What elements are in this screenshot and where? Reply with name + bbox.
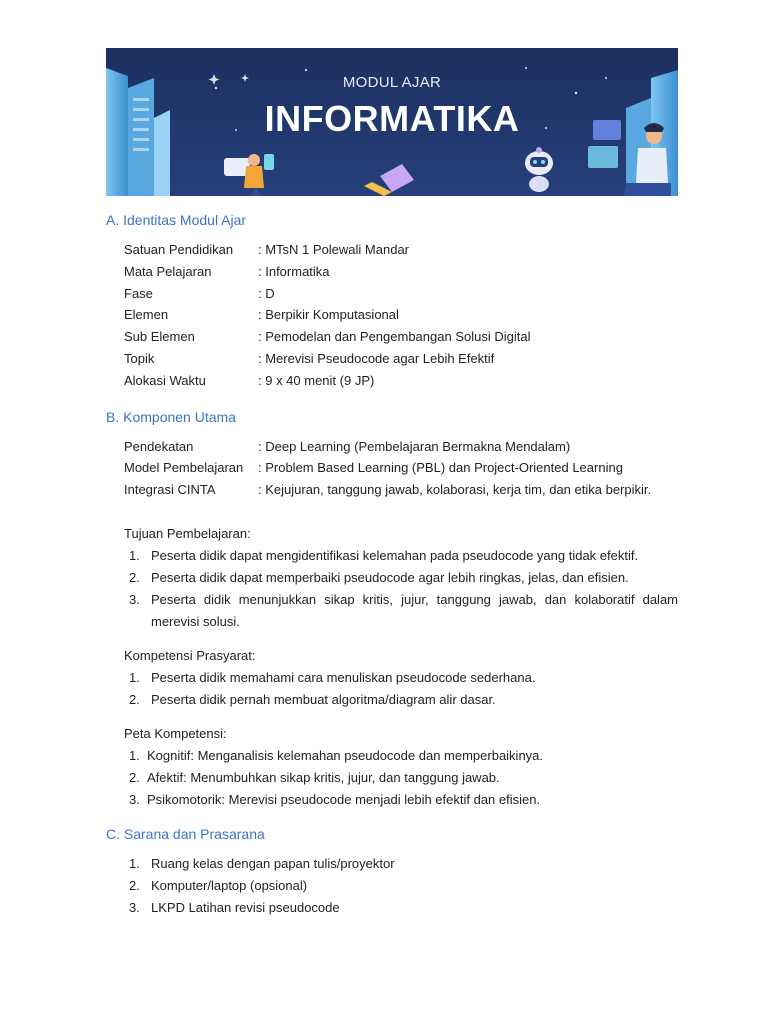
- item-number: 3.: [129, 791, 140, 807]
- identity-row: [124, 370, 678, 392]
- list-item: [124, 545, 678, 567]
- header-banner: [106, 48, 678, 196]
- row-value: : Informatika: [258, 263, 330, 279]
- identity-row: [124, 283, 678, 305]
- row-label: Pendekatan: [124, 438, 194, 454]
- row-value: : 9 x 40 menit (9 JP): [258, 372, 375, 388]
- list-item: [124, 667, 678, 689]
- item-text: Kognitif: Menganalisis kelemahan pseudocode dan memperbaikinya.: [147, 747, 544, 763]
- document-body: [106, 209, 678, 919]
- list-item: [124, 745, 678, 767]
- identity-table: [124, 239, 678, 392]
- list-item: [124, 689, 678, 711]
- banner-title: INFORMATIKA: [264, 98, 520, 139]
- item-text: Peserta didik memahami cara menuliskan pseudocode sederhana.: [151, 669, 536, 685]
- identity-row: [124, 239, 678, 261]
- sarana-list: [124, 853, 678, 919]
- row-value: : D: [258, 285, 275, 301]
- section-b-title: B. Komponen Utama: [106, 408, 236, 425]
- item-text: Ruang kelas dengan papan tulis/proyektor: [151, 855, 395, 871]
- row-label: Model Pembelajaran: [124, 460, 244, 476]
- item-number: 1.: [129, 547, 140, 563]
- banner-subtitle: MODUL AJAR: [342, 74, 442, 91]
- row-value: : Problem Based Learning (PBL) dan Project-Oriented Learning: [258, 460, 623, 476]
- item-text: Afektif: Menumbuhkan sikap kritis, jujur, dan tanggung jawab.: [147, 769, 500, 785]
- tujuan-list: [124, 545, 678, 633]
- tujuan-label: Tujuan Pembelajaran:: [124, 525, 251, 541]
- list-item: [124, 789, 678, 811]
- item-text: Komputer/laptop (opsional): [151, 877, 308, 893]
- row-value: : Pemodelan dan Pengembangan Solusi Digital: [258, 329, 531, 345]
- prasyarat-list: [124, 667, 678, 711]
- item-number: 1.: [129, 855, 140, 871]
- item-number: 1.: [129, 669, 140, 685]
- item-number: 2.: [129, 691, 140, 707]
- item-text: Peserta didik dapat memperbaiki pseudocode agar lebih ringkas, jelas, dan efisien.: [151, 569, 629, 585]
- component-table: [124, 436, 678, 501]
- prasyarat-label: Kompetensi Prasyarat:: [124, 647, 256, 663]
- row-label: Alokasi Waktu: [124, 372, 206, 388]
- row-label: Elemen: [124, 307, 169, 323]
- row-label: Sub Elemen: [124, 329, 195, 345]
- list-item: [124, 767, 678, 789]
- row-label: Fase: [124, 285, 153, 301]
- peta-block: [124, 723, 678, 811]
- identity-row: [124, 348, 678, 370]
- row-value: : Berpikir Komputasional: [258, 307, 399, 323]
- identity-row: [124, 261, 678, 283]
- component-row: [124, 479, 678, 501]
- tujuan-block: [124, 523, 678, 633]
- item-text: Peserta didik menunjukkan sikap kritis, jujur, tanggung jawab, dan kolaboratif dalam merevisi solusi.: [151, 591, 678, 629]
- prasyarat-block: [124, 645, 678, 711]
- item-number: 2.: [129, 769, 140, 785]
- item-text: Peserta didik pernah membuat algoritma/diagram alir dasar.: [151, 691, 496, 707]
- list-item: [124, 853, 678, 875]
- row-label: Integrasi CINTA: [124, 482, 216, 498]
- section-a-title: A. Identitas Modul Ajar: [106, 212, 247, 228]
- item-number: 1.: [129, 747, 140, 763]
- list-item: [124, 875, 678, 897]
- list-item: [124, 897, 678, 919]
- identity-row: [124, 326, 678, 348]
- item-text: Peserta didik dapat mengidentifikasi kelemahan pada pseudocode yang tidak efektif.: [151, 547, 639, 563]
- row-label: Satuan Pendidikan: [124, 242, 234, 257]
- list-item: [124, 567, 678, 589]
- item-number: 3.: [129, 591, 140, 607]
- row-value: : Deep Learning (Pembelajaran Bermakna Mendalam): [258, 438, 571, 454]
- item-text: Psikomotorik: Merevisi pseudocode menjadi lebih efektif dan efisien.: [147, 791, 541, 807]
- row-label: Topik: [124, 350, 155, 366]
- component-row: [124, 436, 678, 458]
- row-value: : Kejujuran, tanggung jawab, kolaborasi, kerja tim, dan etika berpikir.: [258, 482, 652, 498]
- component-row: [124, 457, 678, 479]
- item-number: 3.: [129, 899, 140, 915]
- sarana-block: [124, 853, 678, 919]
- identity-row: [124, 304, 678, 326]
- row-label: Mata Pelajaran: [124, 263, 212, 279]
- item-number: 2.: [129, 877, 140, 893]
- peta-label: Peta Kompetensi:: [124, 725, 227, 741]
- item-number: 2.: [129, 569, 140, 585]
- item-text: LKPD Latihan revisi pseudocode: [151, 899, 340, 915]
- peta-list: [124, 745, 678, 811]
- section-c-title: C. Sarana dan Prasarana: [106, 825, 265, 842]
- row-value: : Merevisi Pseudocode agar Lebih Efektif: [258, 350, 495, 366]
- list-item: [124, 589, 678, 633]
- row-value: : MTsN 1 Polewali Mandar: [258, 242, 409, 257]
